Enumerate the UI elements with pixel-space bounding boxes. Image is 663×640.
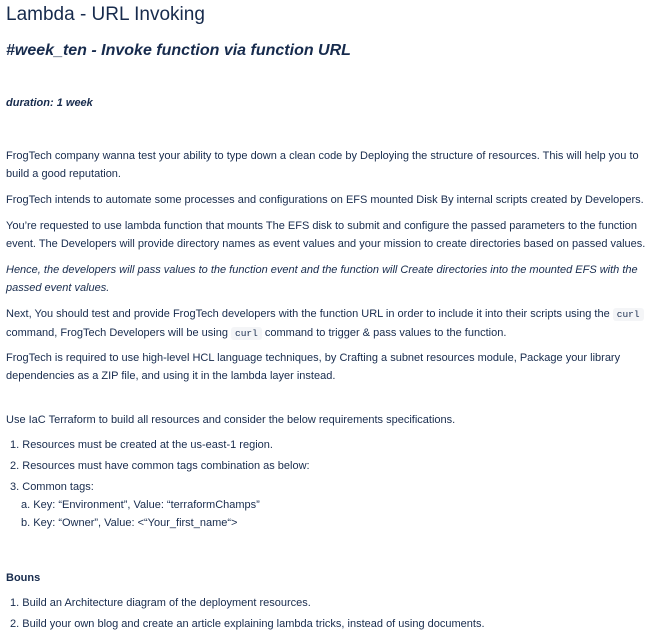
list-item — [10, 616, 485, 632]
list-item — [10, 458, 310, 474]
page-subtitle: #week_ten - Invoke function via function URL — [6, 42, 351, 59]
list-text: Build your own blog and create an article explaining lambda tricks, instead of using documents. — [22, 618, 485, 630]
paragraph-hcl: FrogTech is required to use high-level HCL language techniques, by Crafting a subnet resources module, Package your library dependencies as a ZIP file, and using it in the lambda layer instead. — [6, 352, 621, 382]
list-number: 1. — [10, 597, 20, 609]
inline-code-curl: curl — [231, 327, 262, 340]
paragraph-intro: FrogTech company wanna test your ability to type down a clean code by Deploying the structure of resources. This will help you to build a good reputation. — [6, 150, 639, 180]
list-item — [10, 595, 311, 611]
paragraph-requirement: You’re requested to use lambda function that mounts The EFS disk to submit and configure the passed parameters to the function event. The Developers will provide directory names as event values and your mission to create directories based on passed values. — [6, 220, 646, 250]
list-item — [10, 437, 273, 453]
list-text: Key: “Owner”, Value: <“Your_first_name“> — [33, 517, 238, 529]
bonus-heading: Bouns — [6, 572, 41, 584]
list-text: Resources must have common tags combination as below: — [22, 460, 310, 472]
list-number: 1. — [10, 439, 20, 451]
sub-list-item — [21, 497, 260, 513]
list-text: Build an Architecture diagram of the deployment resources. — [22, 597, 311, 609]
list-item — [10, 479, 94, 495]
paragraph-terraform: Use IaC Terraform to build all resources and consider the below requirements specifications. — [6, 414, 456, 426]
paragraph-function-url — [6, 305, 648, 343]
list-text: Key: “Environment”, Value: “terraformChamps” — [33, 499, 260, 511]
list-text: Resources must be created at the us-east-1 region. — [22, 439, 273, 451]
paragraph-text-part: command, FrogTech Developers will be using — [6, 327, 231, 339]
list-letter: b. — [21, 517, 31, 529]
page-title: Lambda - URL Invoking — [6, 4, 205, 25]
paragraph-text-part: command to trigger & pass values to the function. — [261, 327, 507, 339]
list-number: 3. — [10, 481, 20, 493]
list-number: 2. — [10, 460, 20, 472]
paragraph-text-part: Next, You should test and provide FrogTech developers with the function URL in order to include it into their scripts using the — [6, 308, 613, 320]
list-text: Common tags: — [22, 481, 94, 493]
paragraph-automation: FrogTech intends to automate some processes and configurations on EFS mounted Disk By internal scripts created by Developers. — [6, 194, 644, 206]
list-number: 2. — [10, 618, 20, 630]
paragraph-hence: Hence, the developers will pass values to the function event and the function will Create directories into the mounted EFS with the passed event values. — [6, 264, 638, 294]
duration-label: duration: 1 week — [6, 97, 93, 109]
inline-code-curl: curl — [613, 308, 644, 321]
sub-list-item — [21, 515, 237, 531]
list-letter: a. — [21, 499, 31, 511]
